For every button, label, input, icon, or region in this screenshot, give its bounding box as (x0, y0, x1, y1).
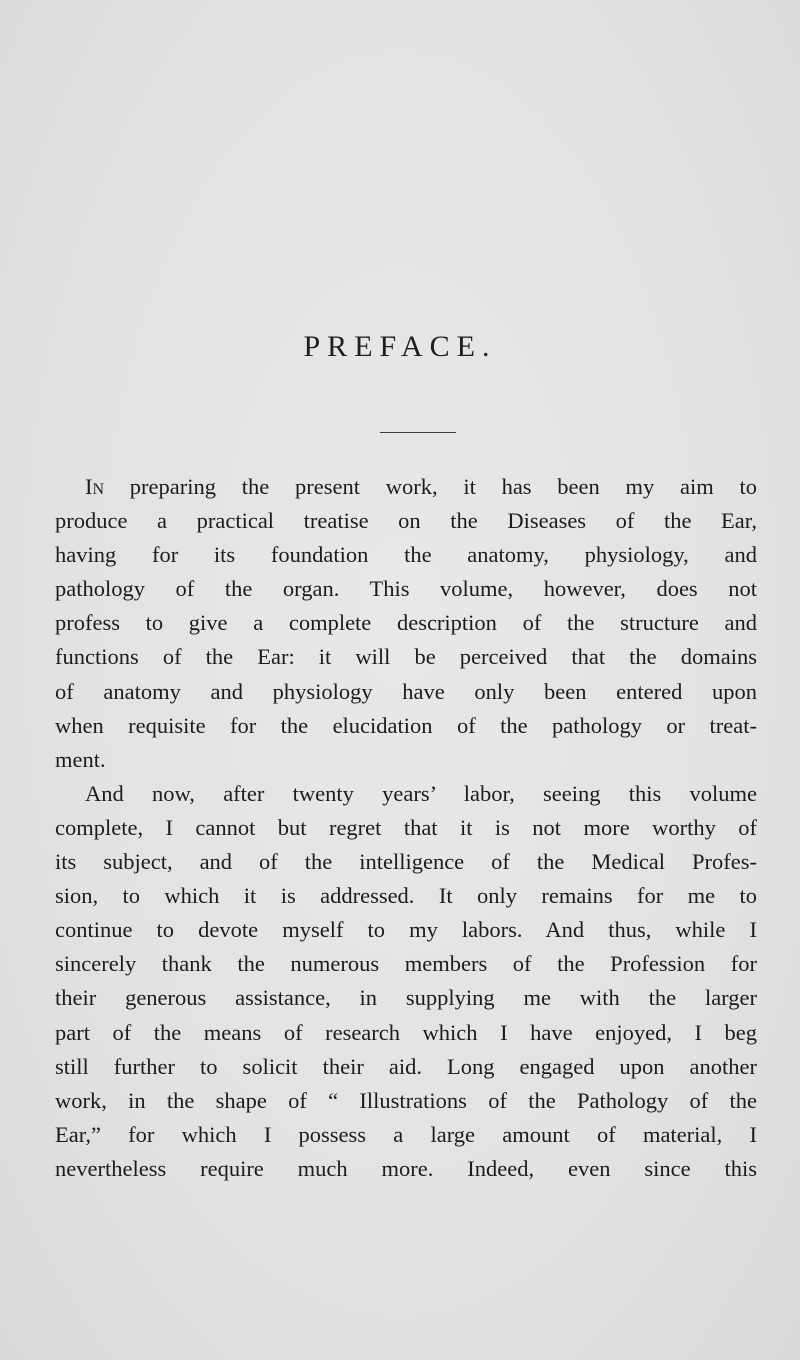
text-line: having for its foundation the anatomy, physiology, and (55, 542, 757, 568)
page-title: PREFACE. (303, 330, 497, 363)
preface-body (55, 470, 757, 1186)
text-line: part of the means of research which I have enjoyed, I beg (55, 1019, 757, 1045)
text-line: sincerely thank the numerous members of the Profession for (55, 951, 757, 977)
text-line: profess to give a complete description of the structure and (55, 610, 757, 636)
line-text: preparing the present work, it has been my aim to (104, 474, 757, 499)
text-line: produce a practical treatise on the Diseases of the Ear, (55, 508, 757, 534)
text-line: their generous assistance, in supplying me with the larger (55, 985, 757, 1011)
text-line: functions of the Ear: it will be perceived that the domains (55, 644, 757, 670)
text-line: when requisite for the elucidation of the pathology or treat- (55, 712, 757, 738)
text-line: Ear,” for which I possess a large amount of material, I (55, 1121, 757, 1147)
title-divider (380, 432, 456, 433)
text-line: ment. (55, 746, 106, 772)
text-line: And now, after twenty years’ labor, seeing this volume (85, 780, 757, 806)
text-line: continue to devote myself to my labors. And thus, while I (55, 917, 757, 943)
text-line (55, 470, 757, 504)
text-line: sion, to which it is addressed. It only remains for me to (55, 883, 757, 909)
text-line: its subject, and of the intelligence of the Medical Profes- (55, 849, 757, 875)
text-line: still further to solicit their aid. Long engaged upon another (55, 1053, 757, 1079)
text-line: pathology of the organ. This volume, however, does not (55, 576, 757, 602)
text-line: complete, I cannot but regret that it is not more worthy of (55, 814, 757, 840)
drop-word: In (85, 474, 105, 499)
text-line: nevertheless require much more. Indeed, even since this (55, 1155, 757, 1181)
text-line: work, in the shape of “ Illustrations of the Pathology of the (55, 1087, 757, 1113)
text-line: of anatomy and physiology have only been entered upon (55, 678, 757, 704)
